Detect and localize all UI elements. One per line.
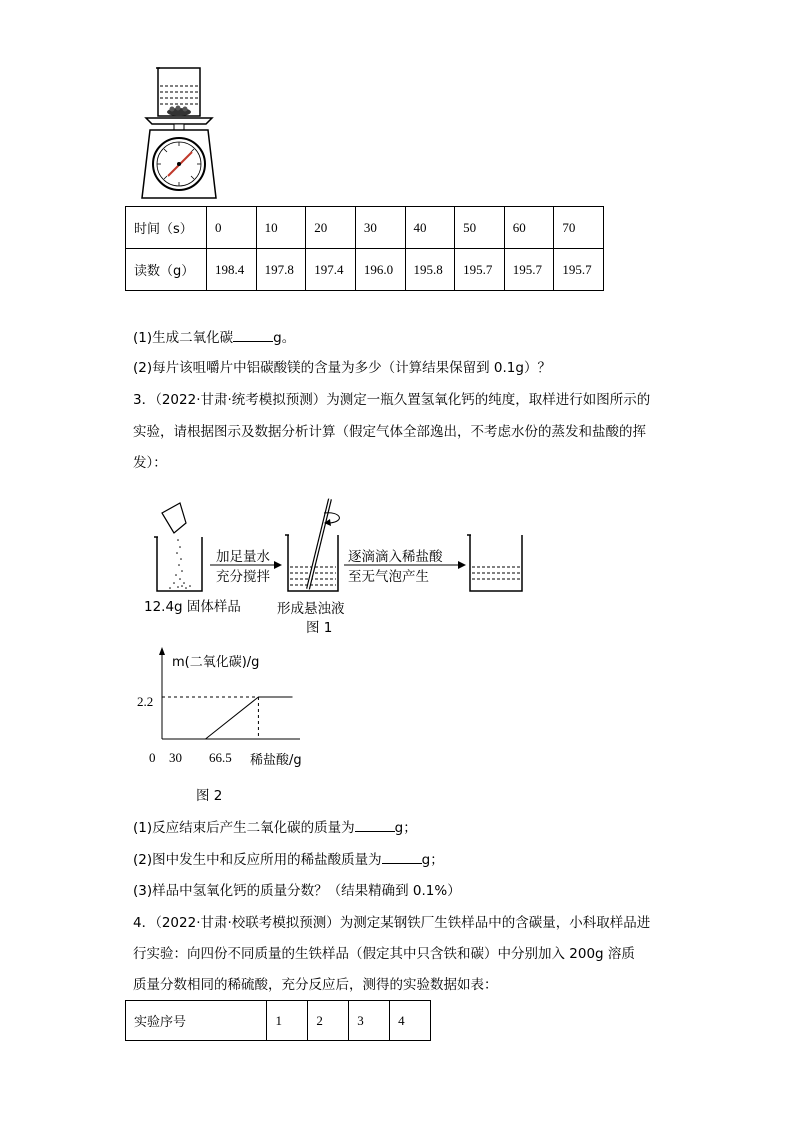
answer-blank[interactable]: [355, 818, 395, 832]
table-cell: 4: [390, 1001, 431, 1041]
answer-blank[interactable]: [233, 328, 273, 342]
table-cell: 195.7: [455, 249, 505, 291]
step2-bottom-label: 至无气泡产生: [348, 569, 429, 585]
table-cell: 时间（s）: [126, 207, 207, 249]
co2-series-line: [206, 697, 293, 739]
y-axis-label: m(二氧化碳)/g: [172, 655, 260, 670]
q2-part2: (2)每片该咀嚼片中铝碳酸镁的含量为多少（计算结果保留到 0.1g）？: [133, 360, 551, 376]
table-cell: 40: [405, 207, 455, 249]
table-cell: 70: [554, 207, 604, 249]
q3-intro-line1: 3．（2022·甘肃·统考模拟预测）为测定一瓶久置氢氧化钙的纯度，取样进行如图所示的: [133, 392, 651, 408]
x-tick-label: 66.5: [209, 750, 232, 765]
answer-blank[interactable]: [382, 850, 422, 864]
table-cell: 读数（g）: [126, 249, 207, 291]
q4-line2: 行实验：向四份不同质量的生铁样品（假定其中只含铁和碳）中分别加入 200g 溶质: [133, 946, 635, 962]
q3-part1-unit: g；: [394, 820, 417, 836]
step1-bottom-label: 充分搅拌: [216, 569, 270, 585]
table-cell: 实验序号: [126, 1001, 267, 1041]
reading-table: [125, 206, 604, 291]
step1-top-label: 加足量水: [216, 549, 270, 565]
sample-label: 12.4g 固体样品: [144, 599, 241, 615]
q3-intro-line3: 发）：: [133, 455, 167, 471]
figure2-caption: 图 2: [196, 788, 223, 804]
y-tick-label: 2.2: [137, 694, 154, 709]
q3-part1: [133, 818, 417, 837]
scale-figure: [140, 64, 224, 200]
q3-part2-unit: g；: [421, 852, 444, 868]
table-cell: 196.0: [355, 249, 405, 291]
q4-line1: 4．（2022·甘肃·校联考模拟预测）为测定某钢铁厂生铁样品中的含碳量，小科取样品进: [133, 915, 651, 931]
x-axis-label: 稀盐酸/g: [250, 753, 302, 768]
q3-part2-text: (2)图中发生中和反应所用的稀盐酸质量为: [133, 852, 382, 868]
table-cell: 3: [349, 1001, 390, 1041]
q2-part1: [133, 328, 295, 347]
q3-part3: (3)样品中氢氧化钙的质量分数？（结果精确到 0.1%）: [133, 883, 461, 899]
reading-row: [126, 249, 604, 291]
table-cell: 10: [256, 207, 306, 249]
table-cell: 195.8: [405, 249, 455, 291]
table-cell: 1: [267, 1001, 308, 1041]
q3-part1-text: (1)反应结束后产生二氧化碳的质量为: [133, 820, 355, 836]
q2-part1-text: (1)生成二氧化碳: [133, 330, 234, 346]
q4-line3: 质量分数相同的稀硫酸，充分反应后，测得的实验数据如表：: [133, 977, 498, 993]
figure1-caption: 图 1: [306, 620, 333, 636]
table-cell: 195.7: [554, 249, 604, 291]
table-cell: 0: [207, 207, 257, 249]
origin-label: 0: [149, 750, 156, 765]
q2-part1-unit: g。: [273, 330, 296, 346]
x-tick-label: 30: [169, 750, 182, 765]
table-cell: 20: [306, 207, 356, 249]
q3-intro-line2: 实验，请根据图示及数据分析计算（假定气体全部逸出，不考虑水份的蒸发和盐酸的挥: [133, 424, 646, 440]
y-axis-arrow: [159, 647, 165, 655]
table-cell: 198.4: [207, 249, 257, 291]
table-cell: 197.4: [306, 249, 356, 291]
time-row: [126, 207, 604, 249]
table-cell: 60: [504, 207, 554, 249]
table-cell: 197.8: [256, 249, 306, 291]
suspension-label: 形成悬浊液: [277, 601, 345, 617]
table-cell: 50: [455, 207, 505, 249]
experiment-table: [125, 1000, 431, 1041]
step2-top-label: 逐滴滴入稀盐酸: [348, 549, 443, 565]
table-cell: 2: [308, 1001, 349, 1041]
q3-part2: [133, 850, 444, 869]
table-cell: 195.7: [504, 249, 554, 291]
table-row: [126, 1001, 431, 1041]
table-cell: 30: [355, 207, 405, 249]
